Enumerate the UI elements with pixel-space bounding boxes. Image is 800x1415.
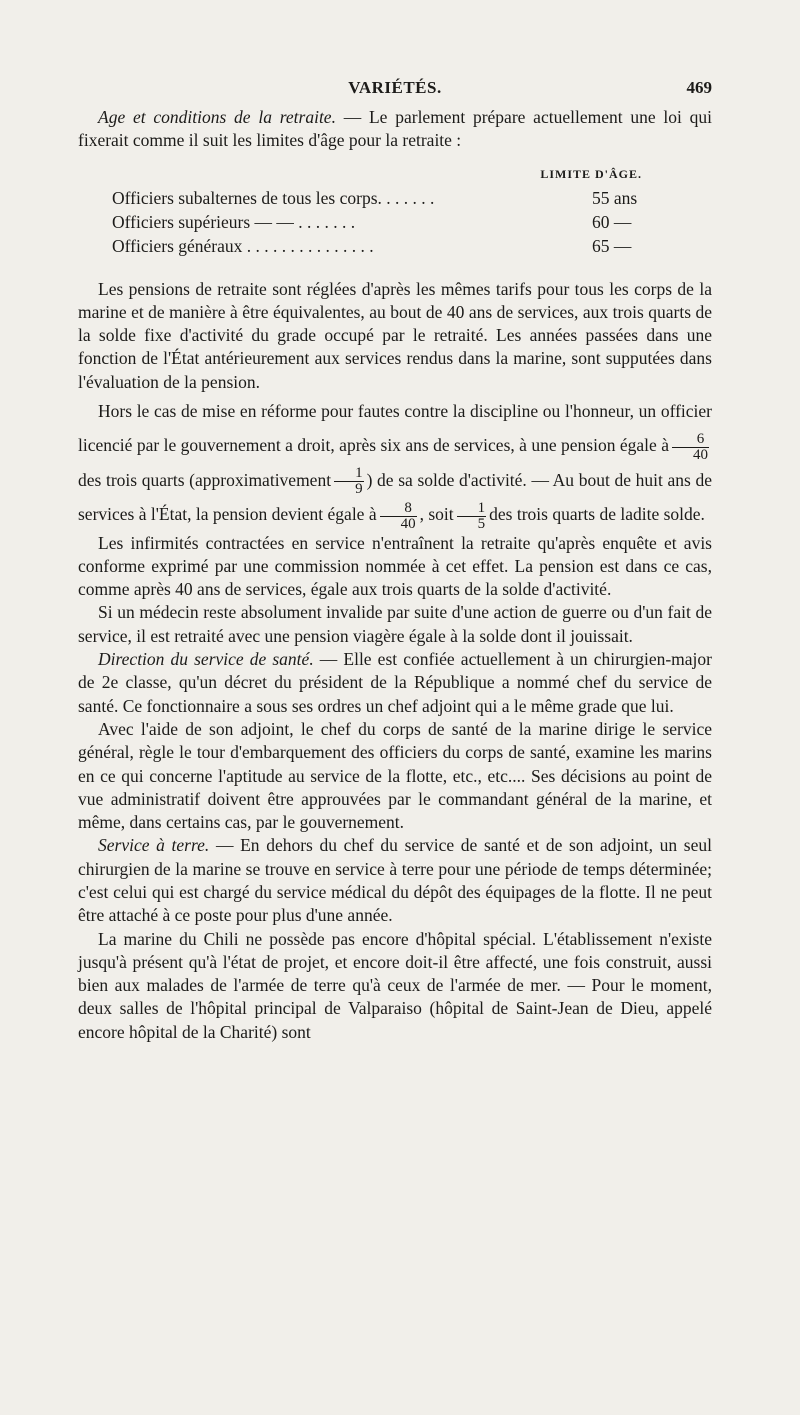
fraction: $\frac{6}{40}$ [672, 432, 709, 463]
fraction: $\frac{1}{9}$ [334, 466, 364, 497]
paragraph-chief-duties: Avec l'aide de son adjoint, le chef du corps de santé de la marine dirige le service général, règle le tour d'embarquement des officiers du corps de santé, examine les marins en ce qui concerne l'aptitude au service de la flotte, etc., etc.... Ses décisions au point de vue administratif doivent être approuvées par le commandant général de la marine, et même, dans certains cas, par le gouvernement. [78, 718, 712, 833]
fraction: $\frac{1}{5}$ [457, 501, 487, 532]
paragraph-health-direction: Direction du service de santé. — Elle est confiée actuellement à un chirurgien-major de 2e classe, qu'un décret du président de la République a nommé chef du service de santé. Ce fonctionnaire a sous ses ordres un chef adjoint qui a le même grade que lui. [78, 649, 712, 716]
running-title: VARIÉTÉS. [348, 78, 442, 97]
table-header: LIMITE D'ÂGE. [540, 166, 642, 181]
section-title-retirement: Age et conditions de la retraite. [98, 107, 336, 127]
page [78, 78, 712, 1044]
paragraph-hospital: La marine du Chili ne possède pas encore d'hôpital spécial. L'établissement n'existe jusqu'à présent qu'à l'état de projet, et encore doit-il être affecté, une fois construit, aussi bien aux malades de l'armée de terre qu'à ceux de l'armée de mer. — Pour le moment, deux salles de l'hôpital principal de Valparaiso (hôpital de Saint-Jean de Dieu, appelé encore hôpital de la Charité) sont [78, 928, 712, 1042]
paragraph-infirmities: Les infirmités contractées en service n'entraînent la retraite qu'après enquête et avis conforme exprimé par une commission nommée à cet effet. La pension est dans ce cas, comme après 40 ans de services, égale aux trois quarts de la solde d'activité. [78, 532, 712, 600]
paragraph-pensions: Les pensions de retraite sont réglées d'après les mêmes tarifs pour tous les corps de la marine et de manière à être équivalentes, au bout de 40 ans de services, aux trois quarts de la solde fixe d'activité du grade occupé par le retraité. Les années passées dans une fonction de l'État antérieurement aux services rendus dans la marine, sont supputées dans l'évaluation de la pension. [78, 278, 712, 392]
paragraph-licensed-officer: Hors le cas de mise en réforme pour fautes contre la discipline ou l'honneur, un officier licencié par le gouvernement a droit, après six ans de services, à une pension égale à $\frac{6}{40}$ des trois quarts (approximativement $\frac{1}{9}$ ) de sa solde d'activité. — Au bout de huit ans de services à l'État, la pension devient égale à $\frac{8}{40}$ , soit $\frac{1}{5}$ des trois quarts de ladite solde. [78, 401, 712, 532]
paragraph-retirement-age: Age et conditions de la retraite. — Le parlement prépare actuellement une loi qui fixerait comme il suit les limites d'âge pour la retraite : [78, 107, 712, 151]
section-title-direction: Direction du service de santé. [98, 649, 314, 670]
paragraph-invalid-doctor: Si un médecin reste absolument invalide par suite d'une action de guerre ou d'un fait de service, il est retraité avec une pension viagère égale à la solde dont il jouissait. [78, 602, 712, 646]
section-title-shore: Service à terre. [98, 835, 210, 856]
page-number: 469 [686, 78, 712, 97]
page-header [78, 78, 712, 106]
paragraph-shore-service: Service à terre. — En dehors du chef du service de santé et de son adjoint, un seul chirurgien de la marine se trouve en service à terre pour une période de temps déterminée; c'est celui qui est chargé du service médical du dépôt des équipages de la flotte. Il ne peut être attaché à ce poste pour plus d'une année. [78, 835, 712, 926]
fraction: $\frac{8}{40}$ [380, 501, 417, 532]
age-limit-table [112, 167, 672, 258]
table-row: Officiers généraux . . . . . . . . . . . . . . . 65 — [112, 235, 632, 256]
table-row: Officiers supérieurs — — . . . . . . . 60 — [112, 211, 632, 232]
table-row: Officiers subalternes de tous les corps. . . . . . . 55 ans [112, 187, 638, 208]
